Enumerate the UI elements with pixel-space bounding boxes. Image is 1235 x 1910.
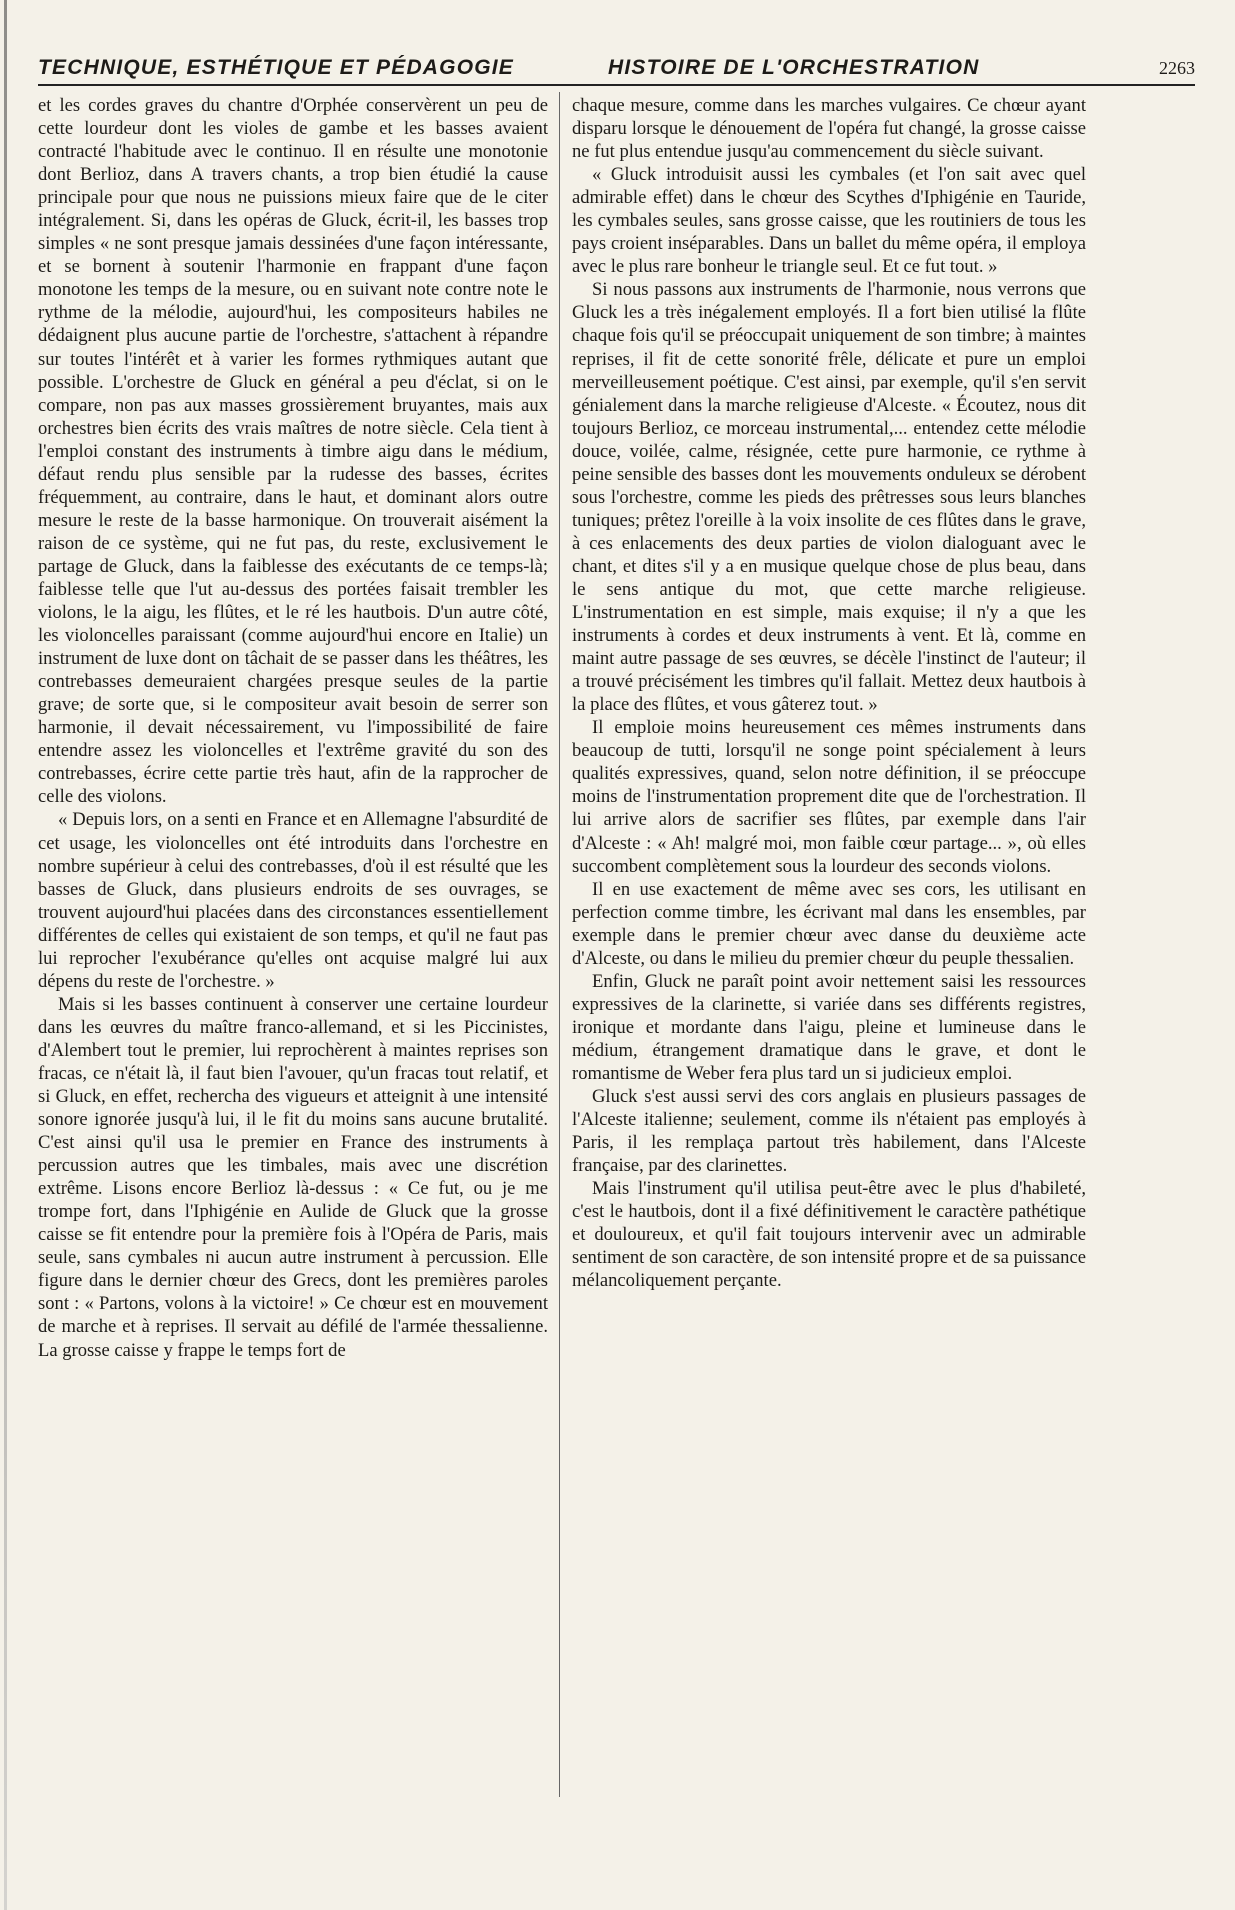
column-divider [559, 92, 560, 1797]
page-number: 2263 [1159, 58, 1195, 78]
running-header [38, 56, 1195, 86]
paragraph: Si nous passons aux instruments de l'harmonie, nous verrons que Gluck les a très inégalement employés. Il a fort bien utilisé la flûte chaque fois qu'il se préoccupait uniquement de son timbre; à maintes reprises, il fit de cette sonorité frêle, délicate et pure un emploi merveilleusement poétique. C'est ainsi, par exemple, qu'il s'en servit génialement dans la marche religieuse d'Alceste. « Écoutez, nous dit toujours Berlioz, ce morceau instrumental,... entendez cette mélodie douce, voilée, calme, résignée, cette pure harmonie, ce rythme à peine sensible des basses dont les mouvements onduleux se dérobent sous l'orchestre, comme les pieds des prêtresses sous leurs blanches tuniques; prêtez l'oreille à la voix insolite de ces flûtes dans le grave, à ces enlacements des deux parties de violon dialoguant avec le chant, et dites s'il y a en musique quelque chose de plus beau, dans le sens antique du mot, que cette marche religieuse. L'instrumentation en est simple, mais exquise; il n'y a que les instruments à cordes et deux instruments à vent. Et là, comme en maint autre passage de ses œuvres, se décèle l'instinct de l'auteur; il a trouvé précisément les timbres qu'il fallait. Mettez deux hautbois à la place des flûtes, et vous gâterez tout. » [572, 279, 1086, 716]
paragraph: « Depuis lors, on a senti en France et en Allemagne l'absurdité de cet usage, les violoncelles ont été introduits dans l'orchestre en nombre supérieur à celui des contrebasses, d'où il est résulté que les basses de Gluck, dans plusieurs endroits de ses ouvrages, se trouvent aujourd'hui placées dans des circonstances essentiellement différentes de celles qui existaient de son temps, et qu'il ne faut pas lui reprocher l'exubérance qu'elles ont acquise malgré lui aux dépens du reste de l'orchestre. » [38, 809, 548, 992]
paragraph: Il emploie moins heureusement ces mêmes instruments dans beaucoup de tutti, lorsqu'il ne songe point spécialement à leurs qualités expressives, quand, selon notre définition, il se préoccupe moins de l'instrumentation proprement dite que de l'orchestration. Il lui arrive alors de sacrifier ses flûtes, par exemple dans l'air d'Alceste : « Ah! malgré moi, mon faible cœur partage... », où elles succombent complètement sous la lourdeur des seconds violons. [572, 717, 1086, 877]
header-left-title: TECHNIQUE, ESTHÉTIQUE ET PÉDAGOGIE [38, 56, 515, 79]
paragraph: chaque mesure, comme dans les marches vulgaires. Ce chœur ayant disparu lorsque le dénouement de l'opéra fut changé, la grosse caisse ne fut plus entendue jusqu'au commencement du siècle suivant. [572, 95, 1086, 163]
paragraph: Mais l'instrument qu'il utilisa peut-être avec le plus d'habileté, c'est le hautbois, dont il a fixé définitivement le caractère pathétique et douloureux, et qu'il fait toujours intervenir avec un admirable sentiment de son caractère, de son intensité propre et de sa puissance mélancoliquement perçante. [572, 1178, 1086, 1292]
right-column [572, 94, 1086, 1292]
header-right-title: HISTOIRE DE L'ORCHESTRATION [608, 56, 980, 79]
left-column [38, 94, 548, 1362]
paragraph: « Gluck introduisit aussi les cymbales (et l'on sait avec quel admirable effet) dans le chœur des Scythes d'Iphigénie en Tauride, les cymbales seules, sans grosse caisse, que les routiniers de tous les pays croient inséparables. Dans un ballet du même opéra, il employa avec le plus rare bonheur le triangle seul. Et ce fut tout. » [572, 164, 1086, 278]
paragraph: Il en use exactement de même avec ses cors, les utilisant en perfection comme timbre, les écrivant mal dans les ensembles, par exemple dans le premier chœur avec danse du deuxième acte d'Alceste, ou dans le milieu du premier chœur du peuple thessalien. [572, 878, 1086, 969]
paragraph: Enfin, Gluck ne paraît point avoir nettement saisi les ressources expressives de la clarinette, si variée dans ses différents registres, ironique et mordante dans l'aigu, pleine et lumineuse dans le médium, étrangement dramatique dans le grave, et dont le romantisme de Weber fera plus tard un si judicieux emploi. [572, 970, 1086, 1084]
paragraph: Mais si les basses continuent à conserver une certaine lourdeur dans les œuvres du maître franco-allemand, et si les Piccinistes, d'Alembert tout le premier, lui reprochèrent à maintes reprises son fracas, ce n'était là, il faut bien l'avouer, qu'un fracas tout relatif, et si Gluck, en effet, recherchа des vigueurs et atteignit à une intensité sonore ignorée jusqu'à lui, il le fit du moins sans aucune brutalité. C'est ainsi qu'il usa le premier en France des instruments à percussion autres que les timbales, mais avec une discrétion extrême. Lisons encore Berlioz là-dessus : « Ce fut, ou je me trompe fort, dans l'Iphigénie en Aulide de Gluck que la grosse caisse se fit entendre pour la première fois à l'Opéra de Paris, mais seule, sans cymbales ni aucun autre instrument à percussion. Elle figure dans le dernier chœur des Grecs, dont les premières paroles sont : « Partons, volons à la victoire! » Ce chœur est en mouvement de marche et à reprises. Il servait au défilé de l'armée thessalienne. La grosse caisse y frappe le temps fort de [38, 993, 548, 1361]
page-edge-shadow [4, 0, 7, 1910]
paragraph: et les cordes graves du chantre d'Orphée conservèrent un peu de cette lourdeur dont les violes de gambe et les basses avaient contracté l'habitude avec le continuo. Il en résulte une monotonie dont Berlioz, dans A travers chants, a trop bien étudié la cause principale pour que nous ne puissions mieux faire que de le citer intégralement. Si, dans les opéras de Gluck, écrit-il, les basses trop simples « ne sont presque jamais dessinées d'une façon intéressante, et se bornent à soutenir l'harmonie en frappant d'une façon monotone les temps de la mesure, ou en suivant note contre note le rythme de la mélodie, aujourd'hui, les compositeurs habiles ne dédaignent plus aucune partie de l'orchestre, s'attachent à répandre sur toutes l'intérêt et à varier les formes rythmiques autant que possible. L'orchestre de Gluck en général a peu d'éclat, si on le compare, non pas aux masses grossièrement bruyantes, mais aux orchestres bien écrits des vrais maîtres de notre siècle. Cela tient à l'emploi constant des instruments à timbre aigu dans le médium, défaut rendu plus sensible par la rudesse des basses, écrites fréquemment, au contraire, dans le haut, et dominant alors outre mesure le reste de la basse harmonique. On trouverait aisément la raison de ce système, qui ne fut pas, du reste, exclusivement le partage de Gluck, dans la faiblesse des exécutants de ce temps-là; faiblesse telle que l'ut au-dessus des portées faisait trembler les violons, le la aigu, les flûtes, et le ré les hautbois. D'un autre côté, les violoncelles paraissant (comme aujourd'hui encore en Italie) un instrument de luxe dont on tâchait de se passer dans les théâtres, les contrebasses demeuraient chargées presque seules de la partie grave; de sorte que, si le compositeur avait besoin de serrer son harmonie, il devait nécessairement, vu l'impossibilité de faire entendre assez les violoncelles et l'extrême gravité du son des contrebasses, écrire cette partie très haut, afin de la rapprocher de celle des violons. [38, 95, 548, 808]
paragraph: Gluck s'est aussi servi des cors anglais en plusieurs passages de l'Alceste italienne; seulement, comme ils n'étaient pas employés à Paris, il les remplaça partout très habilement, dans l'Alceste française, par des clarinettes. [572, 1086, 1086, 1177]
